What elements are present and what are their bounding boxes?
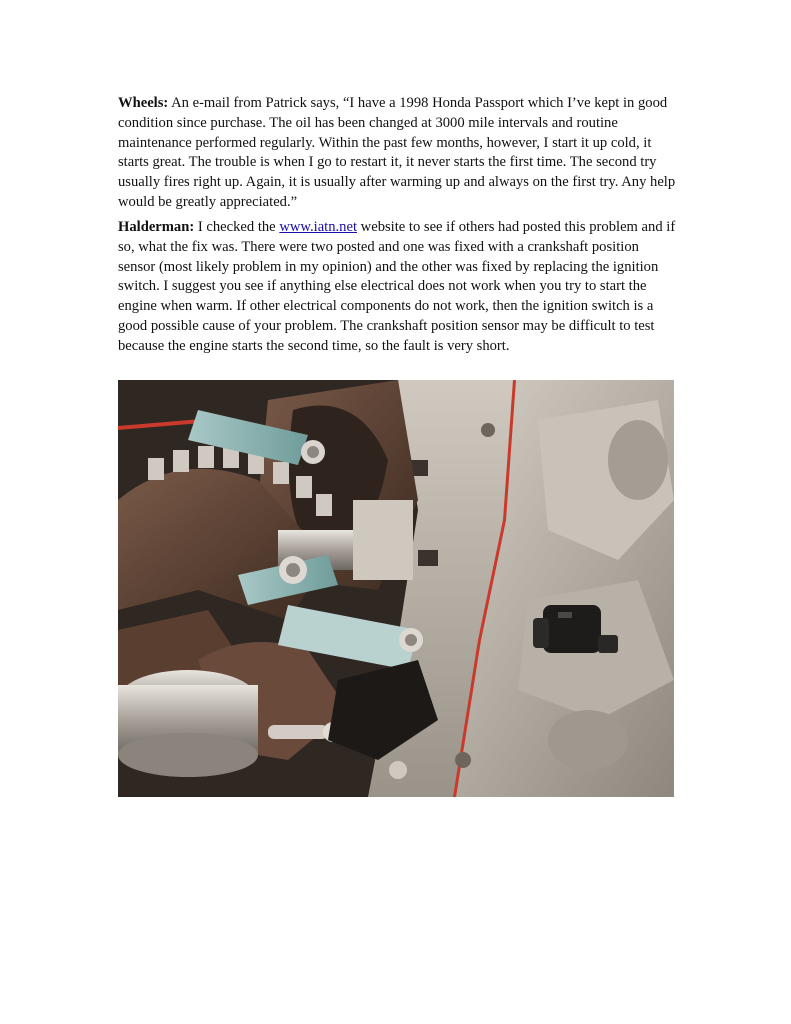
wheels-paragraph (118, 94, 678, 213)
halderman-speaker: Halderman: (118, 219, 195, 235)
wheels-speaker: Wheels: (118, 95, 169, 111)
engine-photo-illustration (118, 380, 674, 797)
halderman-text-before-link: I checked the (197, 219, 276, 235)
wheels-question-text: An e-mail from Patrick says, “I have a 1998 Honda Passport which I’ve kept in good condition since purchase. The oil has been changed at 3000 mile intervals and routine maintenance performed regularly. Within the past few months, however, I start it up cold, it starts great. The trouble is when I go to restart it, it never starts the first time. The second try usually fires right up. Again, it is usually after warming up and always on the first try. Any help would be greatly appreciated.” (118, 95, 676, 210)
engine-photo (118, 380, 674, 797)
halderman-paragraph (118, 218, 678, 357)
iatn-link[interactable]: www.iatn.net (279, 219, 358, 235)
halderman-answer-text: website to see if others had posted this problem and if so, what the fix was. There were two posted and one was fixed with a crankshaft position sensor (most likely problem in my opinion) and the other was fixed by replacing the ignition switch. I suggest you see if anything else electrical does not work when you try to start the engine when warm. If other electrical components do not work, then the ignition switch is a good possible cause of your problem. The crankshaft position sensor may be difficult to test because the engine starts the second time, so the fault is very short. (118, 219, 676, 354)
